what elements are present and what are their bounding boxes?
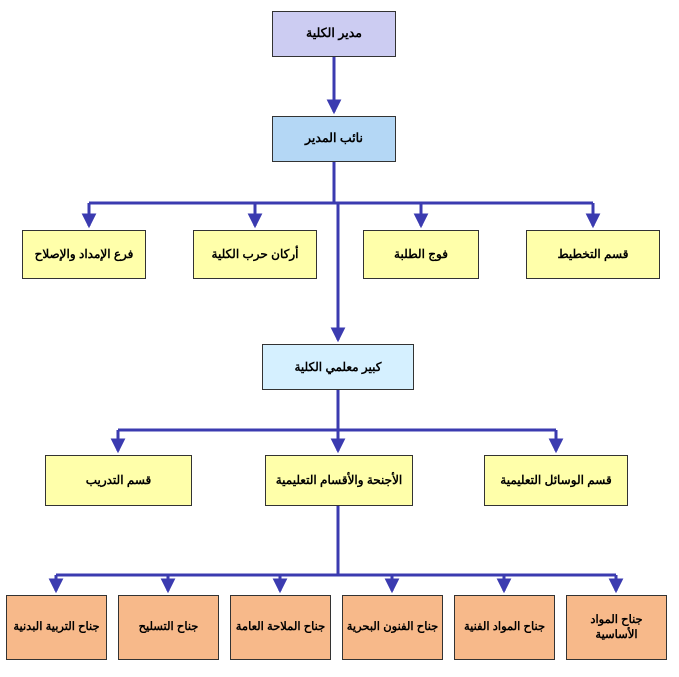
node-senior-teacher-label: كبير معلمي الكلية xyxy=(294,359,382,374)
node-wing-general-navigation[interactable] xyxy=(230,595,331,660)
node-wings-and-educational-departments-label: الأجنحة والأقسام التعليمية xyxy=(275,473,403,487)
node-planning-department-label: قسم التخطيط xyxy=(557,247,629,261)
node-wing-physical-education-label: جناح التربية البدنية xyxy=(13,621,100,634)
node-wings-and-educational-departments[interactable] xyxy=(265,455,413,506)
node-wing-basic-subjects[interactable] xyxy=(566,595,667,660)
node-deputy-director-label: نائب المدير xyxy=(305,131,363,146)
node-students-battalion[interactable] xyxy=(363,230,479,279)
node-educational-media-department-label: قسم الوسائل التعليمية xyxy=(500,473,612,487)
node-wing-armament-label: جناح التسليح xyxy=(138,621,199,634)
node-director-label: مدير الكلية xyxy=(306,26,362,41)
node-senior-teacher[interactable] xyxy=(262,344,414,390)
node-training-department[interactable] xyxy=(45,455,192,506)
node-students-battalion-label: فوج الطلبة xyxy=(394,247,448,261)
node-training-department-label: قسم التدريب xyxy=(85,473,152,487)
node-wing-naval-arts-label: جناح الفنون البحرية xyxy=(346,621,439,634)
node-deputy-director[interactable] xyxy=(272,116,396,162)
node-wing-technical-subjects[interactable] xyxy=(454,595,555,660)
node-supply-and-repair-branch[interactable] xyxy=(22,230,146,279)
node-educational-media-department[interactable] xyxy=(484,455,628,506)
node-war-staff-label: أركان حرب الكلية xyxy=(211,247,299,261)
node-wing-general-navigation-label: جناح الملاحة العامة xyxy=(235,621,326,634)
node-wing-physical-education[interactable] xyxy=(6,595,107,660)
node-supply-and-repair-branch-label: فرع الإمداد والإصلاح xyxy=(34,247,134,261)
node-planning-department[interactable] xyxy=(526,230,660,279)
node-war-staff[interactable] xyxy=(193,230,317,279)
node-wing-naval-arts[interactable] xyxy=(342,595,443,660)
node-wing-technical-subjects-label: جناح المواد الفنية xyxy=(463,621,546,634)
node-director[interactable] xyxy=(272,11,396,57)
node-wing-armament[interactable] xyxy=(118,595,219,660)
node-wing-basic-subjects-label: جناح المواد الأساسية xyxy=(590,614,643,641)
